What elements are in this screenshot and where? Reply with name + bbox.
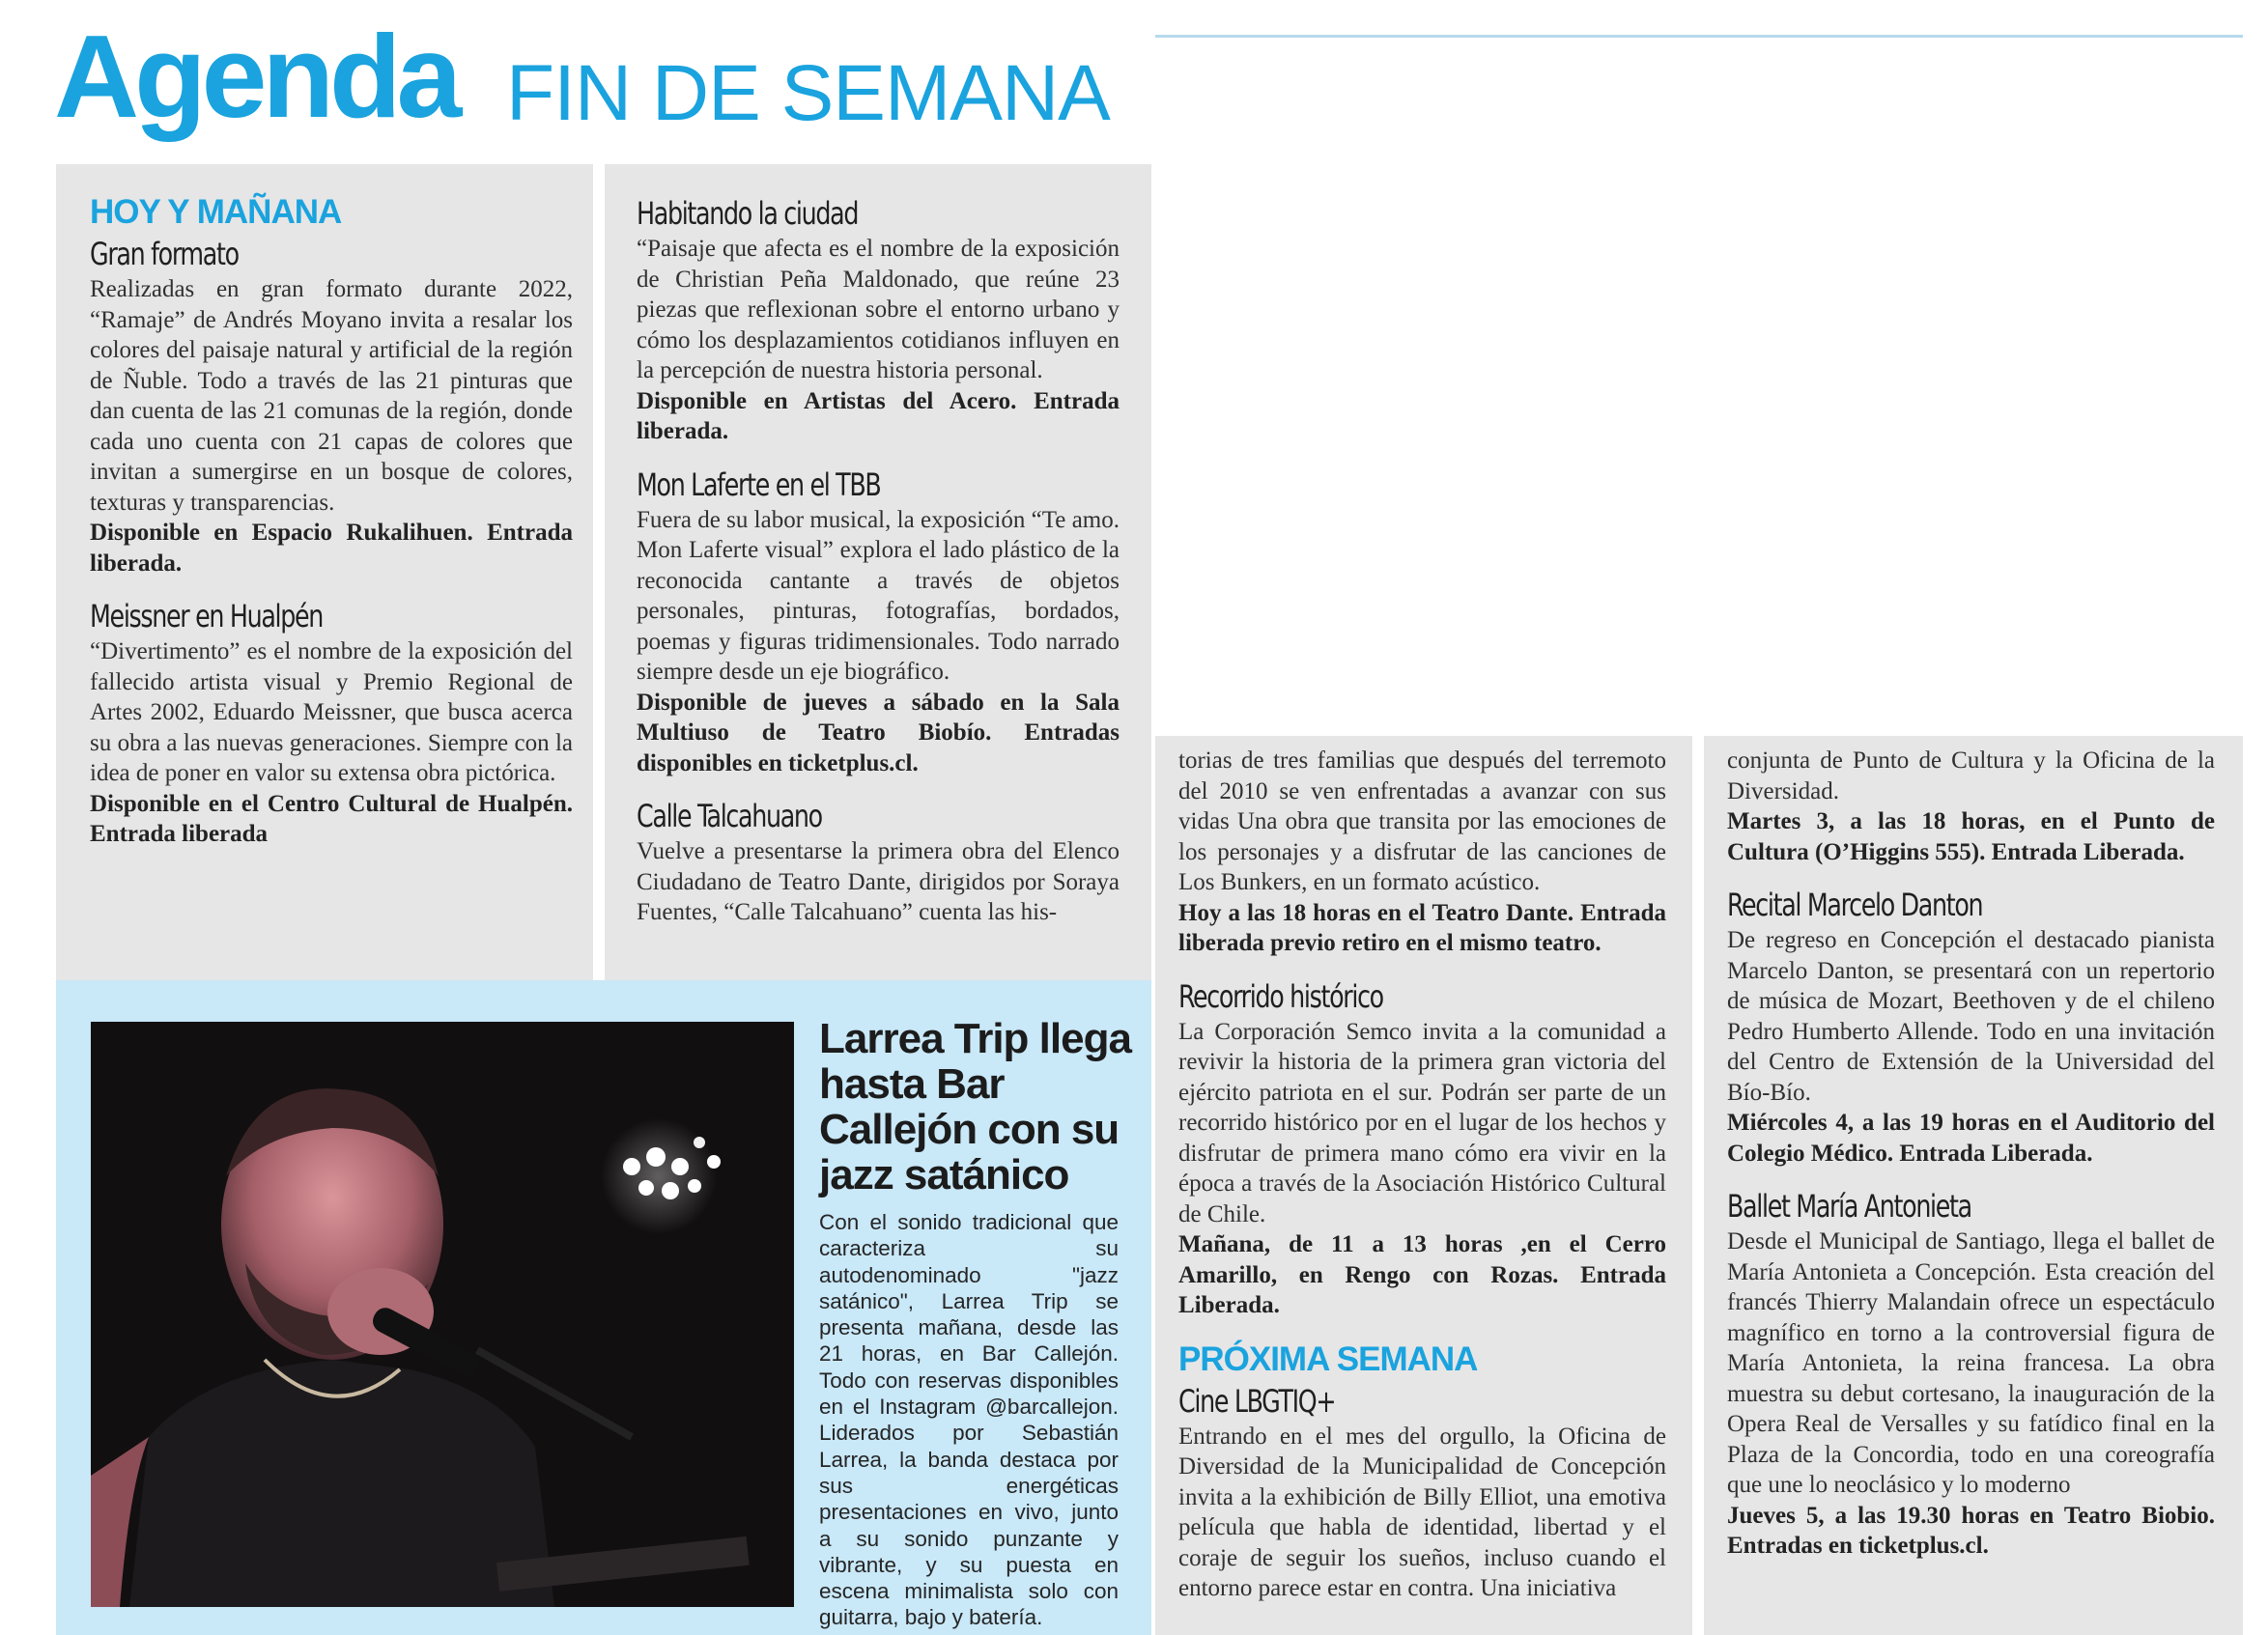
event-body: Desde el Municipal de Santiago, llega el ballet de María Antonieta a Concepción. Esta creación del francés Thierry Malandain ofrece un espectáculo magnífico en torno a la controversial figura de María Antonieta, la reina francesa. La obra muestra su debut cortesano, la inauguración de la Opera Real de Versalles y su fatídico final en la Plaza de la Concordia, todo en una coreografía que une lo neoclásico y lo moderno <box>1727 1228 2215 1498</box>
event-title: Cine LBGTIQ+ <box>1178 1382 1336 1420</box>
event-info: Martes 3, a las 18 horas, en el Punto de Cultura (O’Higgins 555). Entrada Liberada. <box>1727 808 2215 865</box>
column-3 <box>1178 746 1666 1604</box>
event-info: Disponible en Espacio Rukalihuen. Entrada liberada. <box>90 520 573 577</box>
event-info: Disponible en Artistas del Acero. Entrada liberada. <box>637 387 1120 444</box>
feature-body: Con el sonido tradicional que caracteriza su autodenominado "jazz satánico", Larrea Trip se presenta mañana, desde las 21 horas, en Bar Callejón. Todo con reservas disponibles en el Instagram @barcallejon. Liderados por Sebastián Larrea, la banda destaca por sus energéticas presentaciones en vivo, junto a su sonido punzante y vibrante, y su puesta en escena minimalista solo con guitarra, bajo y batería. <box>819 1210 1119 1630</box>
event-body: Vuelve a presentarse la primera obra del Elenco Ciudadano de Teatro Dante, dirigidos por Soraya Fuentes, “Calle Talcahuano” cuenta las his- <box>637 838 1120 925</box>
event-info: Miércoles 4, a las 19 horas en el Auditorio del Colegio Médico. Entrada Liberada. <box>1727 1110 2215 1167</box>
event-title: Gran formato <box>90 236 239 272</box>
page-subtitle: FIN DE SEMANA <box>506 49 1110 137</box>
event-body: Fuera de su labor musical, la exposición “Te amo. Mon Laferte visual” explora el lado plástico de la reconocida cantante a través de objetos personales, pinturas, fotografías, bordados, poemas y figuras tridimensionales. Todo narrado siempre desde un eje biográfico. <box>637 506 1120 685</box>
section-heading-proxima: PRÓXIMA SEMANA <box>1178 1339 1478 1378</box>
feature-title: Larrea Trip llega hasta Bar Callejón con su jazz satánico <box>819 1015 1131 1198</box>
event-body: De regreso en Concepción el destacado pianista Marcelo Danton, se presentará con un repertorio de música de Mozart, Beethoven y de el chileno Pedro Humberto Allende. Todo en una invitación del Centro de Extensión de la Universidad del Bío-Bío. <box>1727 927 2215 1106</box>
event-title: Ballet María Antonieta <box>1727 1188 1971 1225</box>
event-info: Mañana, de 11 a 13 horas ,en el Cerro Amarillo, en Rengo con Rozas. Entrada Liberada. <box>1178 1231 1666 1318</box>
event-body: “Divertimento” es el nombre de la exposición del fallecido artista visual y Premio Regional de Artes 2002, Eduardo Meissner, que busca acerca su obra a las nuevas generaciones. Siempre con la idea de poner en valor su extensa obra pictórica. <box>90 638 573 786</box>
event-info: Disponible de jueves a sábado en la Sala Multiuso de Teatro Biobío. Entradas disponibles en ticketplus.cl. <box>637 689 1120 776</box>
top-divider <box>1155 35 2243 38</box>
event-title: Calle Talcahuano <box>637 798 822 834</box>
column-4 <box>1727 746 2215 1562</box>
event-info: Disponible en el Centro Cultural de Hualpén. Entrada liberada <box>90 790 573 847</box>
column-1 <box>90 191 573 850</box>
event-title: Meissner en Hualpén <box>90 598 324 634</box>
event-body: Entrando en el mes del orgullo, la Oficina de Diversidad de la Municipalidad de Concepción invita a la exhibición de Billy Elliot, una emotiva película que habla de identidad, libertad y el coraje de seguir los sueños, incluso cuando el entorno parece estar en contra. Una iniciativa <box>1178 1423 1666 1601</box>
event-title: Habitando la ciudad <box>637 195 859 232</box>
event-title: Recital Marcelo Danton <box>1727 887 1983 923</box>
event-body: La Corporación Semco invita a la comunidad a revivir la historia de la primera gran victoria del ejército patriota en el sur. Podrán ser parte de un recorrido histórico por en el lugar de los hechos y disfrutar de primera mano cómo era vivir en la época a través de la Asociación Histórico Cultural de Chile. <box>1178 1018 1666 1227</box>
event-body: “Paisaje que afecta es el nombre de la exposición de Christian Peña Maldonado, que reúne 23 piezas que reflexionan sobre el entorno urbano y cómo los desplazamientos cotidianos influyen en la percepción de nuestra historia personal. <box>637 236 1120 383</box>
event-body: conjunta de Punto de Cultura y la Oficina de la Diversidad. <box>1727 747 2215 804</box>
event-body: torias de tres familias que después del terremoto del 2010 se ven enfrentadas a avanzar con sus vidas Una obra que transita por las emociones de los personajes y a disfrutar de las canciones de Los Bunkers, en un formato acústico. <box>1178 747 1666 895</box>
column-2 <box>637 193 1120 928</box>
event-body: Realizadas en gran formato durante 2022, “Ramaje” de Andrés Moyano invita a resalar los colores del paisaje natural y artificial de la región de Ñuble. Todo a través de las 21 pinturas que dan cuenta de las 21 comunas de la región, donde cada uno cuenta con 21 capas de colores que invitan a sumergirse en un bosque de colores, texturas y transparencias. <box>90 276 573 516</box>
section-heading-hoy: HOY Y MAÑANA <box>90 193 342 231</box>
event-title: Recorrido histórico <box>1178 977 1383 1015</box>
event-info: Hoy a las 18 horas en el Teatro Dante. Entrada liberada previo retiro en el mismo teatro. <box>1178 899 1666 956</box>
musician-singing-photo <box>91 1022 794 1607</box>
event-info: Jueves 5, a las 19.30 horas en Teatro Biobio. Entradas en ticketplus.cl. <box>1727 1502 2215 1559</box>
page-title: Agenda <box>54 11 458 142</box>
event-title: Mon Laferte en el TBB <box>637 465 881 503</box>
